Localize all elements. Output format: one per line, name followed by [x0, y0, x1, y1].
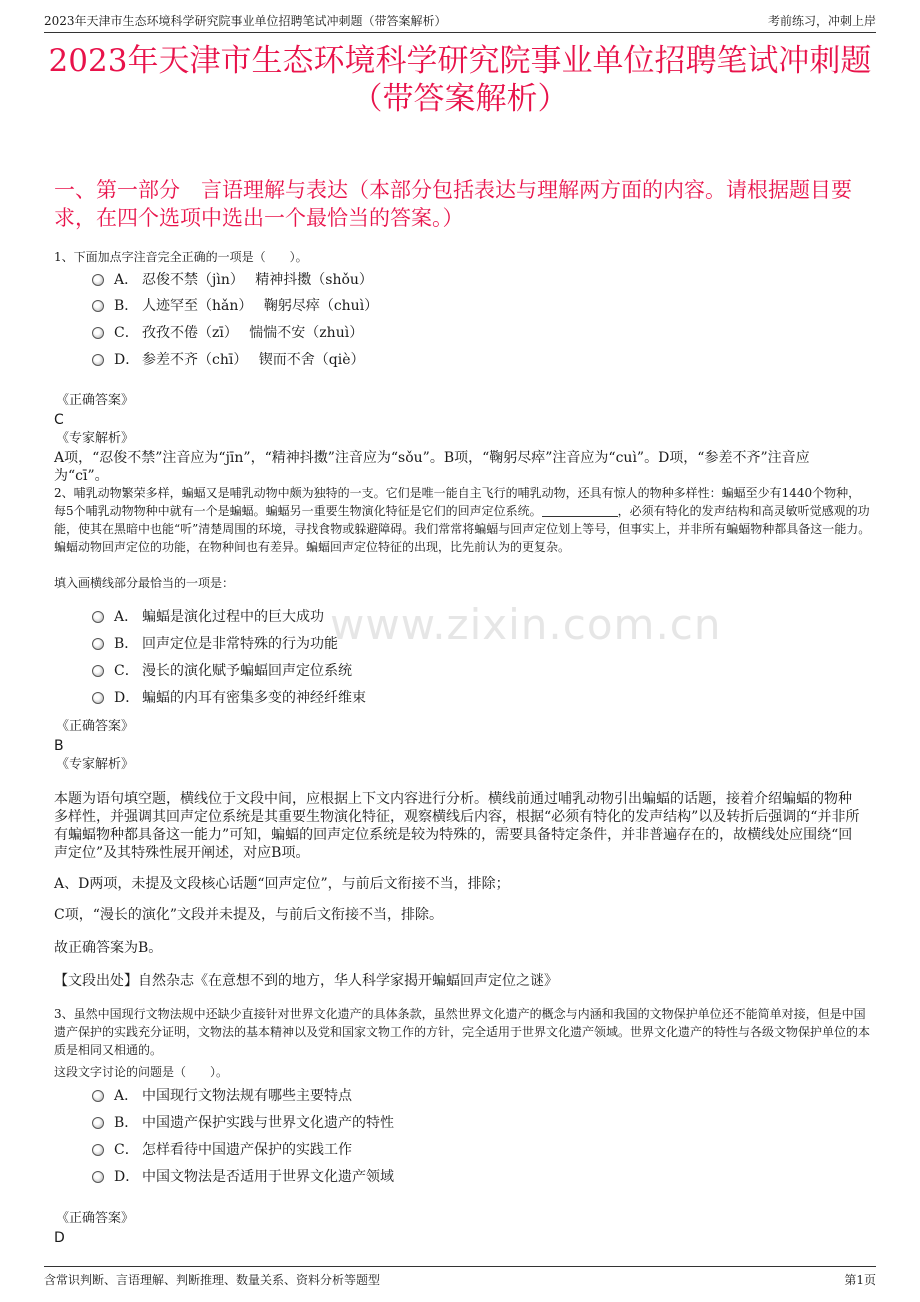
page-title — [44, 42, 876, 118]
question-2-analysis-p4: 故正确答案为B。 — [54, 940, 163, 956]
radio-icon[interactable] — [92, 1171, 104, 1183]
radio-icon[interactable] — [92, 611, 104, 623]
radio-icon[interactable] — [92, 1144, 104, 1156]
question-3-prompt: 这段文字讨论的问题是（ ）。 — [54, 1065, 229, 1079]
analysis-label: 《专家解析》 — [56, 431, 135, 446]
page-number: 第1页 — [844, 1273, 876, 1287]
question-2-analysis-p3: C项，“漫长的演化”文段并未提及，与前后文衔接不当，排除。 — [54, 907, 444, 923]
header-slogan: 考前练习，冲刺上岸 — [767, 14, 876, 28]
question-3-option-b[interactable]: B． 中国遗产保护实践与世界文化遗产的特性 — [92, 1113, 394, 1133]
header-doc-title: 2023年天津市生态环境科学研究院事业单位招聘笔试冲刺题（带答案解析） — [44, 14, 447, 28]
answer-label: 《正确答案》 — [56, 393, 135, 408]
page-header — [44, 10, 876, 33]
question-1-stem: 1、下面加点字注音完全正确的一项是（ ）。 — [54, 250, 308, 264]
radio-icon[interactable] — [92, 327, 104, 339]
question-2-answer: B — [54, 738, 64, 754]
radio-icon[interactable] — [92, 354, 104, 366]
question-3-answer: D — [54, 1230, 65, 1246]
question-3-option-a[interactable]: A． 中国现行文物法规有哪些主要特点 — [92, 1086, 352, 1106]
question-1-answer: C — [54, 412, 64, 428]
answer-label: 《正确答案》 — [56, 719, 135, 734]
question-2-option-c[interactable]: C． 漫长的演化赋予蝙蝠回声定位系统 — [92, 661, 352, 681]
radio-icon[interactable] — [92, 692, 104, 704]
question-1-analysis: A项，“忍俊不禁”注音应为“jīn”，“精神抖擞”注音应为“sǒu”。B项，“鞠躬尽瘁”注音应为“cuì”。D项，“参差不齐”注音应为“cī”。 — [54, 450, 810, 484]
question-2-analysis-p1: 本题为语句填空题，横线位于文段中间，应根据上下文内容进行分析。横线前通过哺乳动物引出蝙蝠的话题，接着介绍蝙蝠的物种多样性，并强调其回声定位系统是其重要生物演化特征，观察横线后内容，根据“必须有特化的发声结构”以及转折后强调的“并非所有蝙蝠物种都具备这一能力”可知，蝙蝠的回声定位系统是较为特殊的，需要具备特定条件，并非普遍存在的，故横线处应围绕“回声定位”及其特殊性展开阐述，对应B项。 — [54, 791, 860, 861]
question-2-option-d[interactable]: D． 蝙蝠的内耳有密集多变的神经纤维束 — [92, 688, 366, 708]
question-2-option-a[interactable]: A． 蝙蝠是演化过程中的巨大成功 — [92, 607, 324, 627]
question-2-option-b[interactable]: B． 回声定位是非常特殊的行为功能 — [92, 634, 338, 654]
analysis-label: 《专家解析》 — [56, 757, 135, 772]
watermark: www.zixin.com.cn — [330, 600, 722, 649]
title-line-1: 2023年天津市生态环境科学研究院事业单位招聘笔试冲刺题 — [48, 43, 872, 79]
question-2-source: 【文段出处】自然杂志《在意想不到的地方，华人科学家揭开蝙蝠回声定位之谜》 — [54, 973, 558, 989]
title-line-2: （带答案解析） — [351, 81, 569, 117]
question-3-option-d[interactable]: D． 中国文物法是否适用于世界文化遗产领域 — [92, 1167, 394, 1187]
fill-blank — [542, 504, 618, 517]
footer-topics: 含常识判断、言语理解、判断推理、数量关系、资料分析等题型 — [44, 1273, 381, 1287]
radio-icon[interactable] — [92, 638, 104, 650]
question-2-stem: 2、哺乳动物繁荣多样，蝙蝠又是哺乳动物中颇为独特的一支。它们是唯一能自主飞行的哺乳动物，还具有惊人的物种多样性：蝙蝠至少有1440个物种，每5个哺乳动物物种中就有一个是蝙蝠。蝙蝠另一重要生物演化特征是它们的回声定位系统。 ，必须有特化的发声结构和高灵敏听觉感观的功能，使其在黑暗中也能“听”清楚周围的环境，寻找食物或躲避障碍。我们常常将蝙蝠与回声定位划上等号，但事实上，并非所有蝙蝠物种都具备这一能力。蝙蝠动物回声定位的功能，在物种间也有差异。蝙蝠回声定位特征的出现，比先前认为的更复杂。 — [54, 486, 871, 554]
radio-icon[interactable] — [92, 300, 104, 312]
radio-icon[interactable] — [92, 1117, 104, 1129]
radio-icon[interactable] — [92, 274, 104, 286]
radio-icon[interactable] — [92, 665, 104, 677]
radio-icon[interactable] — [92, 1090, 104, 1102]
question-2-prompt: 填入画横线部分最恰当的一项是： — [54, 576, 235, 590]
question-3-stem: 3、虽然中国现行文物法规中还缺少直接针对世界文化遗产的具体条款，虽然世界文化遗产的概念与内涵和我国的文物保护单位还不能简单对接，但是中国遗产保护的实践充分证明，文物法的基本精神以及党和国家文物工作的方针，完全适用于世界文化遗产领域。世界文化遗产的特性与各级文物保护单位的本质是相同又相通的。 — [54, 1007, 871, 1057]
section-heading: 一、第一部分 言语理解与表达（本部分包括表达与理解两方面的内容。请根据题目要求，在四个选项中选出一个最恰当的答案。） — [54, 178, 852, 230]
question-1-option-c[interactable]: C． 孜孜不倦（zī） 惴惴不安（zhuì） — [92, 323, 363, 343]
question-1-option-b[interactable]: B． 人迹罕至（hǎn） 鞠躬尽瘁（chuì） — [92, 296, 378, 316]
question-1-option-a[interactable]: A． 忍俊不禁（jìn） 精神抖擞（shǒu） — [92, 270, 373, 290]
question-2-analysis-p2: A、D两项，未提及文段核心话题“回声定位”，与前后文衔接不当，排除； — [54, 876, 510, 892]
answer-label: 《正确答案》 — [56, 1211, 135, 1226]
page-footer — [44, 1266, 876, 1289]
question-3-option-c[interactable]: C． 怎样看待中国遗产保护的实践工作 — [92, 1140, 352, 1160]
question-1-option-d[interactable]: D． 参差不齐（chī） 锲而不舍（qiè） — [92, 350, 365, 370]
